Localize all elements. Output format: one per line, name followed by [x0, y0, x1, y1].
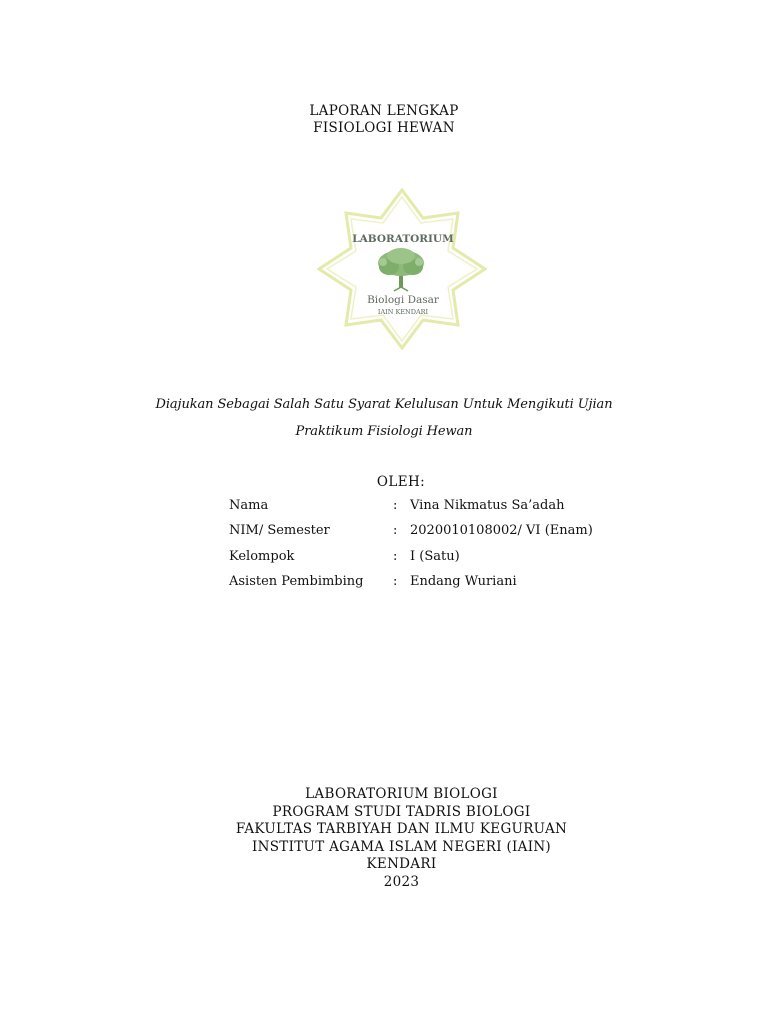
footer-line-2: PROGRAM STUDI TADRIS BIOLOGI [272, 803, 531, 820]
institution-footer [0, 786, 768, 892]
logo-top-text: LABORATORIUM [352, 233, 454, 245]
info-value: Vina Nikmatus Sa’adah [410, 498, 565, 513]
info-label: Kelompok [229, 549, 295, 564]
info-separator: : [393, 523, 398, 538]
purpose-line-2: Praktikum Fisiologi Hewan [295, 424, 473, 439]
star-frame-icon [317, 188, 487, 350]
info-label: Asisten Pembimbing [229, 574, 364, 589]
purpose-line-1: Diajukan Sebagai Salah Satu Syarat Kelulusan Untuk Mengikuti Ujian [155, 397, 613, 412]
report-title-line-1: LAPORAN LENGKAP [309, 103, 459, 119]
author-heading: OLEH: [376, 474, 426, 490]
logo-institution-text: IAIN KENDARI [377, 308, 429, 316]
info-row-assistant [0, 574, 768, 594]
info-separator: : [393, 498, 398, 513]
logo-name-text: Biologi Dasar [367, 294, 439, 306]
info-separator: : [393, 574, 398, 589]
info-row-group [0, 549, 768, 569]
report-title-line-2: FISIOLOGI HEWAN [313, 120, 455, 136]
footer-line-3: FAKULTAS TARBIYAH DAN ILMU KEGURUAN [235, 821, 568, 838]
report-title [0, 103, 768, 137]
info-value: I (Satu) [410, 549, 460, 564]
info-value: 2020010108002/ VI (Enam) [410, 523, 593, 538]
info-value: Endang Wuriani [410, 574, 517, 589]
info-separator: : [393, 549, 398, 564]
footer-line-4: INSTITUT AGAMA ISLAM NEGERI (IAIN) [251, 838, 552, 855]
info-label: NIM/ Semester [229, 523, 330, 538]
info-label: Nama [229, 498, 269, 513]
laboratory-logo [317, 188, 487, 350]
info-row-name [0, 498, 768, 518]
footer-year: 2023 [383, 873, 420, 890]
footer-line-5: KENDARI [366, 856, 437, 873]
info-row-nim-semester [0, 523, 768, 543]
footer-line-1: LABORATORIUM BIOLOGI [305, 786, 498, 802]
